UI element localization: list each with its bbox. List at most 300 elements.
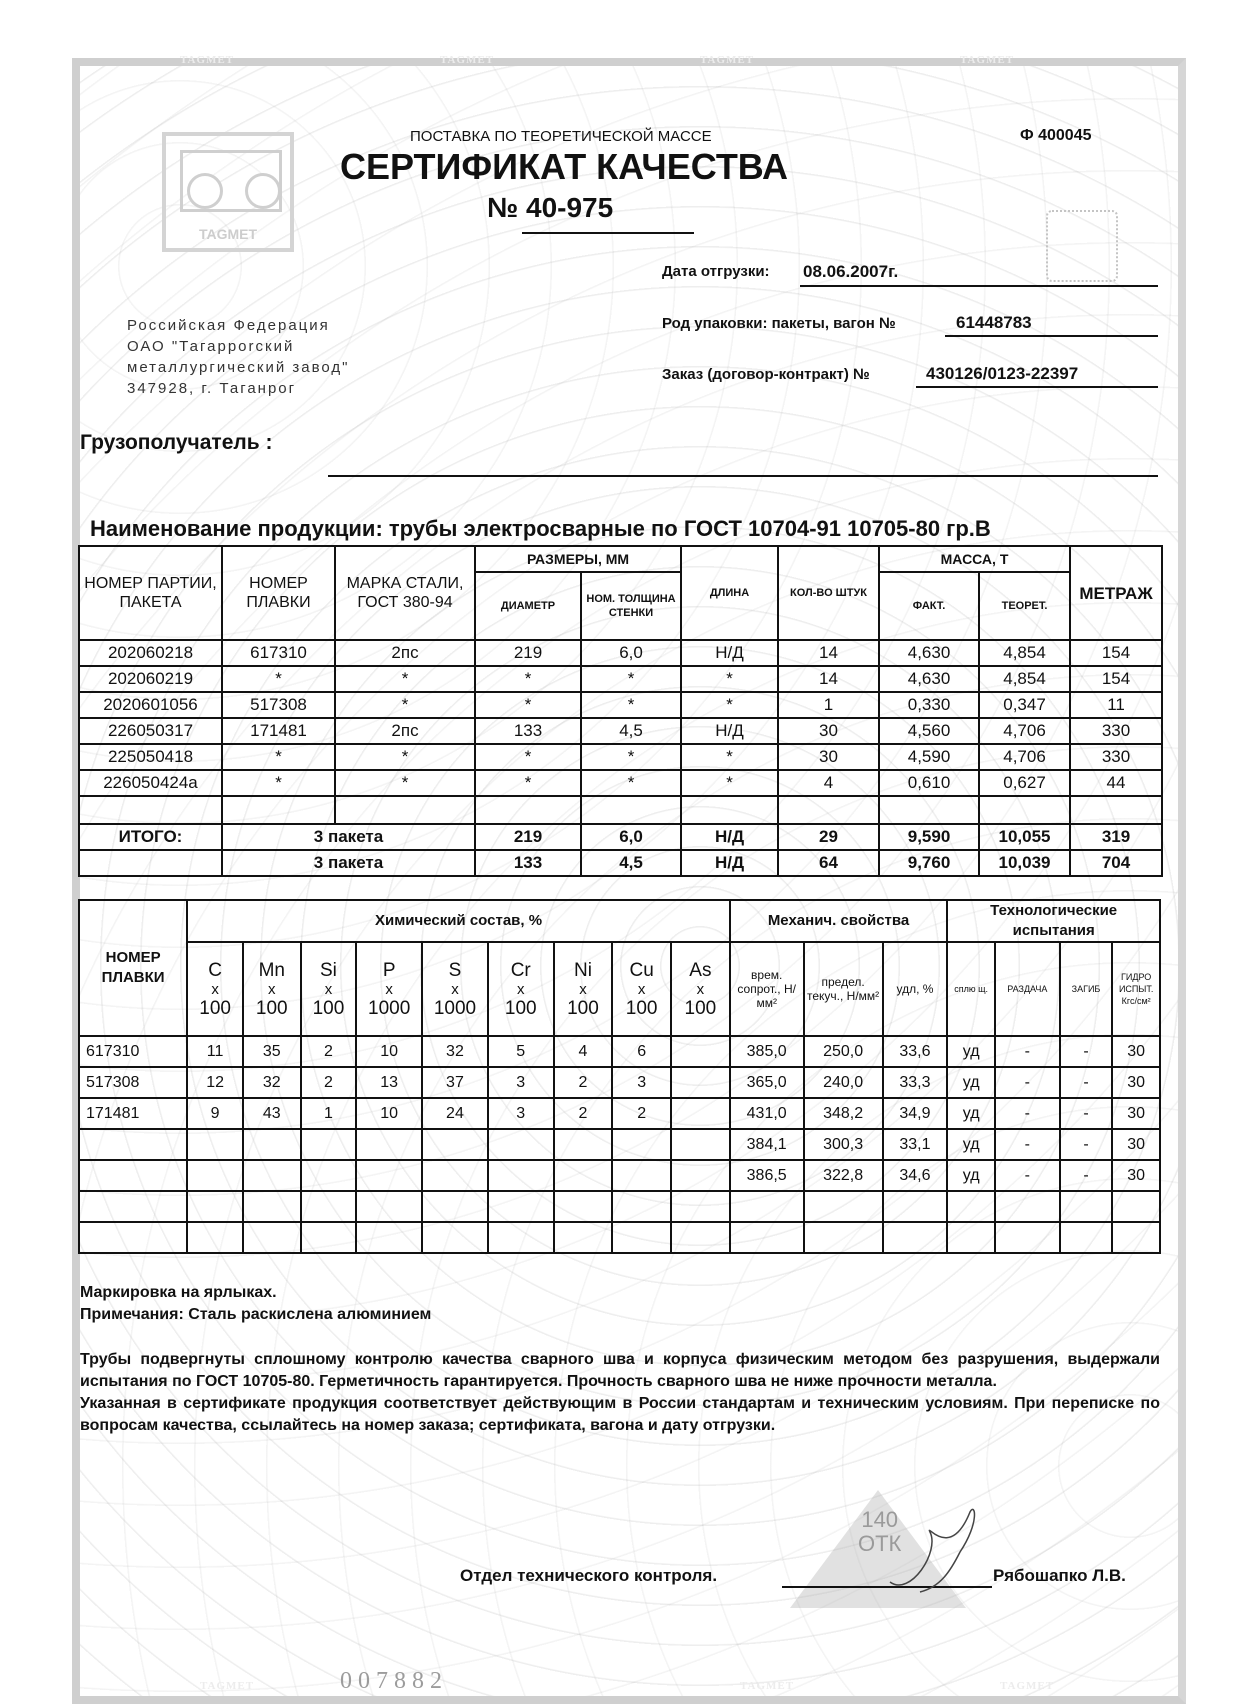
cell-grade: 2пс [335, 718, 475, 744]
element-symbol: As [689, 959, 712, 981]
cell-yield: 300,3 [804, 1129, 883, 1160]
cell-hydro [1112, 1222, 1160, 1253]
cell-chem-p: 10 [356, 1098, 422, 1129]
cell-chem-cu [612, 1129, 671, 1160]
cell-chem-si [301, 1222, 357, 1253]
header-heat: НОМЕР ПЛАВКИ [222, 546, 335, 640]
element-multiplier: 100 [199, 997, 231, 1019]
cell-expand: - [995, 1160, 1060, 1191]
header-meters: МЕТРАЖ [1070, 546, 1162, 640]
cell-batch: 225050418 [79, 744, 222, 770]
cell-bend: - [1060, 1036, 1113, 1067]
header-flatten: сплю щ. [947, 942, 995, 1036]
cell-mass-actual: 0,330 [879, 692, 979, 718]
cell-tensile: 384,1 [730, 1129, 804, 1160]
cell-chem-as [671, 1067, 730, 1098]
quality-table [78, 899, 1161, 1254]
cell-length: * [681, 744, 778, 770]
total-qty: 64 [778, 850, 879, 876]
signer-name: Рябошапко Л.В. [993, 1566, 1126, 1585]
cell-elong: 33,3 [883, 1067, 948, 1098]
quality-row [79, 1222, 1160, 1253]
cell-hydro [1112, 1191, 1160, 1222]
cell-bend: - [1060, 1098, 1113, 1129]
total-packages: 3 пакета [222, 850, 475, 876]
statement [80, 1349, 1160, 1437]
cell-chem-ni [554, 1191, 613, 1222]
element-times: x [385, 980, 393, 998]
header-expand: РАЗДАЧА [995, 942, 1060, 1036]
product-row [79, 718, 1162, 744]
header-diameter: ДИАМЕТР [475, 572, 581, 640]
cell-chem-ni: 2 [554, 1098, 613, 1129]
cell-length: Н/Д [681, 718, 778, 744]
cell-elong: 33,1 [883, 1129, 948, 1160]
address-line-4: 347928, г. Таганрог [127, 380, 297, 397]
empty-row [79, 796, 1162, 824]
header-mass: МАССА, Т [879, 546, 1070, 572]
cell-chem-c [187, 1191, 243, 1222]
cell-batch: 2020601056 [79, 692, 222, 718]
marking-note: Маркировка на ярлыках. [80, 1284, 277, 1301]
shipment-date-label: Дата отгрузки: [662, 263, 770, 280]
product-row [79, 770, 1162, 796]
cell-heat [79, 1160, 187, 1191]
cell-bend: - [1060, 1160, 1113, 1191]
empty-cell [879, 796, 979, 824]
cell-mass-theor: 4,854 [979, 640, 1070, 666]
cell-meters: 154 [1070, 666, 1162, 692]
cell-length: * [681, 666, 778, 692]
serial-number: 007882 [340, 1668, 448, 1694]
element-symbol: Ni [573, 959, 592, 981]
element-times: x [579, 980, 587, 998]
cell-mass-actual: 4,630 [879, 640, 979, 666]
cell-batch: 226050424а [79, 770, 222, 796]
cell-mass-theor: 4,706 [979, 744, 1070, 770]
cell-wall: 4,5 [581, 718, 681, 744]
cell-chem-ni: 4 [554, 1036, 613, 1067]
cell-chem-ni [554, 1160, 613, 1191]
element-multiplier: 1000 [368, 997, 411, 1019]
total-row [79, 824, 1162, 850]
header-mass-theor: ТЕОРЕТ. [979, 572, 1070, 640]
cell-expand [995, 1222, 1060, 1253]
header-element-cr [488, 942, 554, 1036]
element-symbol: Cu [629, 959, 654, 981]
cell-flatten: уд [947, 1160, 995, 1191]
cell-heat: 617310 [222, 640, 335, 666]
cell-wall: * [581, 666, 681, 692]
cell-yield: 322,8 [804, 1160, 883, 1191]
cell-flatten [947, 1191, 995, 1222]
department-label: Отдел технического контроля. [460, 1566, 718, 1585]
element-times: x [324, 980, 333, 998]
header-tensile: врем. сопрот., Н/мм² [730, 942, 804, 1036]
cell-chem-c: 9 [187, 1098, 243, 1129]
address-line-1: Российская Федерация [127, 317, 330, 334]
cell-grade: * [335, 692, 475, 718]
order-label: Заказ (договор-контракт) № [662, 366, 870, 383]
cell-chem-as [671, 1191, 730, 1222]
header-chemical: Химический состав, % [187, 900, 729, 942]
cell-chem-mn [243, 1129, 301, 1160]
cell-mass-theor: 0,347 [979, 692, 1070, 718]
products-table [78, 545, 1163, 877]
cell-diameter: * [475, 666, 581, 692]
total-label-empty [79, 850, 222, 876]
header-element-s [422, 942, 488, 1036]
header-wall: НОМ. ТОЛЩИНА СТЕНКИ [581, 572, 681, 640]
round-stamp [1046, 210, 1118, 282]
cell-batch: 202060218 [79, 640, 222, 666]
header-sizes: РАЗМЕРЫ, ММ [475, 546, 681, 572]
statement-paragraph-1: Трубы подвергнуты сплошному контролю качества сварного шва и корпуса физическим методом без разрушения, выдержали испытания по ГОСТ 10705-80. Герметичность гарантируется. Прочность сварного шва не ниже прочности металла. [80, 1351, 1160, 1390]
cell-chem-s: 32 [422, 1036, 488, 1067]
cell-chem-cu: 6 [612, 1036, 671, 1067]
address-line-3: металлургический завод" [127, 359, 350, 376]
cell-heat [79, 1191, 187, 1222]
cell-chem-cu [612, 1222, 671, 1253]
cell-diameter: * [475, 692, 581, 718]
cell-wall: * [581, 692, 681, 718]
cell-chem-cr: 5 [488, 1036, 554, 1067]
cell-chem-c [187, 1160, 243, 1191]
logo-frame [180, 150, 282, 212]
logo-text: TAGMET [198, 226, 258, 242]
cell-length: * [681, 692, 778, 718]
element-multiplier: 100 [312, 997, 345, 1019]
supply-note: ПОСТАВКА ПО ТЕОРЕТИЧЕСКОЙ МАССЕ [410, 128, 712, 145]
header-mass-actual: ФАКТ. [879, 572, 979, 640]
cell-diameter: * [475, 770, 581, 796]
cell-wall: 6,0 [581, 640, 681, 666]
cell-chem-p [356, 1129, 422, 1160]
cell-mass-theor: 4,706 [979, 718, 1070, 744]
cell-tensile [730, 1191, 804, 1222]
total-label: ИТОГО: [79, 824, 222, 850]
handwritten-signature [880, 1492, 990, 1602]
cell-elong [883, 1191, 948, 1222]
cell-chem-c [187, 1129, 243, 1160]
header-bend: ЗАГИБ [1060, 942, 1113, 1036]
total-mass-actual: 9,590 [879, 824, 979, 850]
empty-cell [79, 796, 222, 824]
element-symbol: Si [320, 959, 337, 981]
cell-chem-mn: 32 [243, 1067, 301, 1098]
cell-yield [804, 1222, 883, 1253]
element-times: x [516, 980, 525, 998]
cell-qty: 30 [778, 718, 879, 744]
quality-row [79, 1067, 1160, 1098]
cell-chem-si: 1 [301, 1098, 357, 1129]
cell-yield: 250,0 [804, 1036, 883, 1067]
certificate-number [487, 192, 613, 224]
cell-tensile: 385,0 [730, 1036, 804, 1067]
product-row [79, 666, 1162, 692]
empty-cell [681, 796, 778, 824]
cell-grade: 2пс [335, 640, 475, 666]
total-wall: 6,0 [581, 824, 681, 850]
cell-heat: * [222, 666, 335, 692]
cell-bend [1060, 1191, 1113, 1222]
element-times: x [211, 980, 219, 998]
element-times: x [268, 980, 276, 998]
cell-qty: 14 [778, 640, 879, 666]
cell-chem-s [422, 1191, 488, 1222]
certificate-number-underline [522, 232, 694, 234]
cell-chem-mn [243, 1222, 301, 1253]
header-element-si [301, 942, 357, 1036]
cell-heat [79, 1222, 187, 1253]
cell-chem-cr [488, 1129, 554, 1160]
cell-tensile: 431,0 [730, 1098, 804, 1129]
cell-heat [79, 1129, 187, 1160]
cell-chem-ni [554, 1129, 613, 1160]
header-element-p [356, 942, 422, 1036]
cell-chem-cu: 3 [612, 1067, 671, 1098]
cell-heat: 517308 [79, 1067, 187, 1098]
cell-chem-mn [243, 1160, 301, 1191]
company-logo [162, 132, 294, 252]
cell-chem-s: 24 [422, 1098, 488, 1129]
total-row [79, 850, 1162, 876]
product-row [79, 640, 1162, 666]
cell-tensile [730, 1222, 804, 1253]
logo-circle-right [245, 173, 281, 209]
cell-chem-as [671, 1222, 730, 1253]
remarks-note: Примечания: Сталь раскислена алюминием [80, 1306, 432, 1323]
cell-hydro: 30 [1112, 1067, 1160, 1098]
total-wall: 4,5 [581, 850, 681, 876]
element-multiplier: 100 [625, 997, 658, 1019]
cell-tensile: 365,0 [730, 1067, 804, 1098]
cell-heat: 517308 [222, 692, 335, 718]
watermark-bottom-3: TAGMET [1000, 1680, 1055, 1692]
total-qty: 29 [778, 824, 879, 850]
document-title: СЕРТИФИКАТ КАЧЕСТВА [340, 146, 789, 187]
cell-chem-mn: 35 [243, 1036, 301, 1067]
stamp-line-1: 140 [861, 1507, 899, 1532]
cell-meters: 330 [1070, 718, 1162, 744]
cell-expand: - [995, 1098, 1060, 1129]
cell-chem-p [356, 1222, 422, 1253]
total-mass-actual: 9,760 [879, 850, 979, 876]
cell-qty: 1 [778, 692, 879, 718]
cell-grade: * [335, 770, 475, 796]
empty-cell [979, 796, 1070, 824]
cell-yield [804, 1191, 883, 1222]
cell-tensile: 386,5 [730, 1160, 804, 1191]
logo-circle-left [187, 173, 223, 209]
cell-qty: 4 [778, 770, 879, 796]
wagon-number-underline [945, 335, 1158, 337]
cell-chem-si [301, 1191, 357, 1222]
cell-hydro: 30 [1112, 1160, 1160, 1191]
cell-elong: 34,6 [883, 1160, 948, 1191]
cell-chem-p: 10 [356, 1036, 422, 1067]
header-batch: НОМЕР ПАРТИИ, ПАКЕТА [79, 546, 222, 640]
cell-chem-cr [488, 1222, 554, 1253]
cell-chem-as [671, 1160, 730, 1191]
cell-bend: - [1060, 1129, 1113, 1160]
cell-mass-actual: 4,590 [879, 744, 979, 770]
cell-chem-p [356, 1191, 422, 1222]
cell-bend: - [1060, 1067, 1113, 1098]
cell-yield: 348,2 [804, 1098, 883, 1129]
cell-hydro: 30 [1112, 1098, 1160, 1129]
header-length: ДЛИНА [681, 546, 778, 640]
product-row [79, 744, 1162, 770]
total-mass-theor: 10,055 [979, 824, 1070, 850]
cell-diameter: 219 [475, 640, 581, 666]
header-technological: Технологические испытания [947, 900, 1160, 942]
cell-chem-as [671, 1129, 730, 1160]
cell-chem-p [356, 1160, 422, 1191]
cell-chem-cr [488, 1191, 554, 1222]
cell-chem-cu: 2 [612, 1098, 671, 1129]
watermark-top-2: TAGMET [440, 54, 495, 66]
cell-chem-as [671, 1036, 730, 1067]
cell-chem-mn [243, 1191, 301, 1222]
element-times: x [637, 980, 646, 998]
cell-elong: 34,9 [883, 1098, 948, 1129]
cell-elong: 33,6 [883, 1036, 948, 1067]
statement-paragraph-2: Указанная в сертификате продукция соответствует действующим в России стандартам и техническим условиям. При переписке по вопросам качества, ссылайтесь на номер заказа; сертификата, вагона и дату отгрузки. [80, 1395, 1160, 1434]
cell-length: Н/Д [681, 640, 778, 666]
header-element-mn [243, 942, 301, 1036]
order-number: 430126/0123-22397 [926, 364, 1079, 383]
packaging-label: Род упаковки: пакеты, вагон № [662, 315, 896, 332]
recipient-label: Грузополучатель : [80, 431, 273, 454]
form-number: Ф 400045 [1020, 127, 1092, 144]
element-multiplier: 1000 [433, 997, 477, 1019]
element-multiplier: 100 [504, 997, 537, 1019]
element-multiplier: 100 [684, 997, 717, 1019]
cell-wall: * [581, 770, 681, 796]
product-name: Наименование продукции: трубы электросварные по ГОСТ 10704-91 10705-80 гр.В [90, 516, 991, 541]
address-line-2: ОАО "Тагарроrский [127, 338, 295, 355]
empty-cell [222, 796, 335, 824]
cell-batch: 226050317 [79, 718, 222, 744]
total-diameter: 133 [475, 850, 581, 876]
watermark-top-1: TAGMET [180, 54, 235, 66]
total-length: Н/Д [681, 850, 778, 876]
total-mass-theor: 10,039 [979, 850, 1070, 876]
cell-meters: 11 [1070, 692, 1162, 718]
cell-mass-theor: 4,854 [979, 666, 1070, 692]
cell-length: * [681, 770, 778, 796]
header-element-as [671, 942, 730, 1036]
element-symbol: P [382, 959, 396, 981]
cell-yield: 240,0 [804, 1067, 883, 1098]
cell-qty: 14 [778, 666, 879, 692]
cell-hydro: 30 [1112, 1129, 1160, 1160]
header-qty: КОЛ-ВО ШТУК [778, 546, 879, 640]
empty-cell [581, 796, 681, 824]
certificate-sheet [72, 58, 1186, 1704]
certificate-number-value: 40-975 [526, 192, 614, 223]
element-multiplier: 100 [567, 997, 599, 1019]
cell-chem-si: 2 [301, 1067, 357, 1098]
cell-elong [883, 1222, 948, 1253]
cell-chem-si [301, 1160, 357, 1191]
element-times: x [451, 980, 459, 998]
cell-wall: * [581, 744, 681, 770]
cell-hydro: 30 [1112, 1036, 1160, 1067]
cell-mass-actual: 4,630 [879, 666, 979, 692]
number-sign: № [487, 192, 519, 223]
header-element-c [187, 942, 243, 1036]
cell-chem-s: 37 [422, 1067, 488, 1098]
cell-chem-cr [488, 1160, 554, 1191]
manufacturer-address [127, 315, 349, 399]
cell-chem-c: 12 [187, 1067, 243, 1098]
empty-cell [778, 796, 879, 824]
cell-expand: - [995, 1067, 1060, 1098]
recipient-underline [328, 475, 1158, 477]
empty-cell [475, 796, 581, 824]
cell-qty: 30 [778, 744, 879, 770]
header-elong: удл, % [883, 942, 948, 1036]
cell-meters: 330 [1070, 744, 1162, 770]
cell-grade: * [335, 744, 475, 770]
cell-meters: 44 [1070, 770, 1162, 796]
cell-chem-si [301, 1129, 357, 1160]
cell-chem-ni: 2 [554, 1067, 613, 1098]
cell-chem-cr: 3 [488, 1067, 554, 1098]
notes [80, 1282, 1160, 1326]
wagon-number: 61448783 [956, 313, 1032, 332]
watermark-top-4: TAGMET [960, 54, 1015, 66]
header-element-cu [612, 942, 671, 1036]
empty-cell [1070, 796, 1162, 824]
cell-mass-actual: 0,610 [879, 770, 979, 796]
cell-chem-c [187, 1222, 243, 1253]
cell-chem-c: 11 [187, 1036, 243, 1067]
cell-chem-cr: 3 [488, 1098, 554, 1129]
cell-chem-mn: 43 [243, 1098, 301, 1129]
cell-chem-cu [612, 1191, 671, 1222]
empty-cell [335, 796, 475, 824]
cell-heat: * [222, 744, 335, 770]
total-length: Н/Д [681, 824, 778, 850]
total-meters: 319 [1070, 824, 1162, 850]
header-grade: МАРКА СТАЛИ, ГОСТ 380-94 [335, 546, 475, 640]
cell-mass-theor: 0,627 [979, 770, 1070, 796]
watermark-bottom-1: TAGMET [200, 1680, 255, 1692]
header-heat-number: НОМЕР ПЛАВКИ [79, 900, 187, 1036]
total-meters: 704 [1070, 850, 1162, 876]
watermark-bottom-2: TAGMET [740, 1680, 795, 1692]
cell-chem-cu [612, 1160, 671, 1191]
cell-expand [995, 1191, 1060, 1222]
cell-chem-s [422, 1160, 488, 1191]
cell-chem-as [671, 1098, 730, 1129]
header-yield: предел. текуч., Н/мм² [804, 942, 883, 1036]
header-element-ni [554, 942, 613, 1036]
cell-batch: 202060219 [79, 666, 222, 692]
cell-mass-actual: 4,560 [879, 718, 979, 744]
quality-row [79, 1036, 1160, 1067]
cell-flatten: уд [947, 1129, 995, 1160]
cell-chem-p: 13 [356, 1067, 422, 1098]
cell-diameter: 133 [475, 718, 581, 744]
cell-diameter: * [475, 744, 581, 770]
element-times: x [696, 980, 705, 998]
quality-row [79, 1160, 1160, 1191]
cell-meters: 154 [1070, 640, 1162, 666]
